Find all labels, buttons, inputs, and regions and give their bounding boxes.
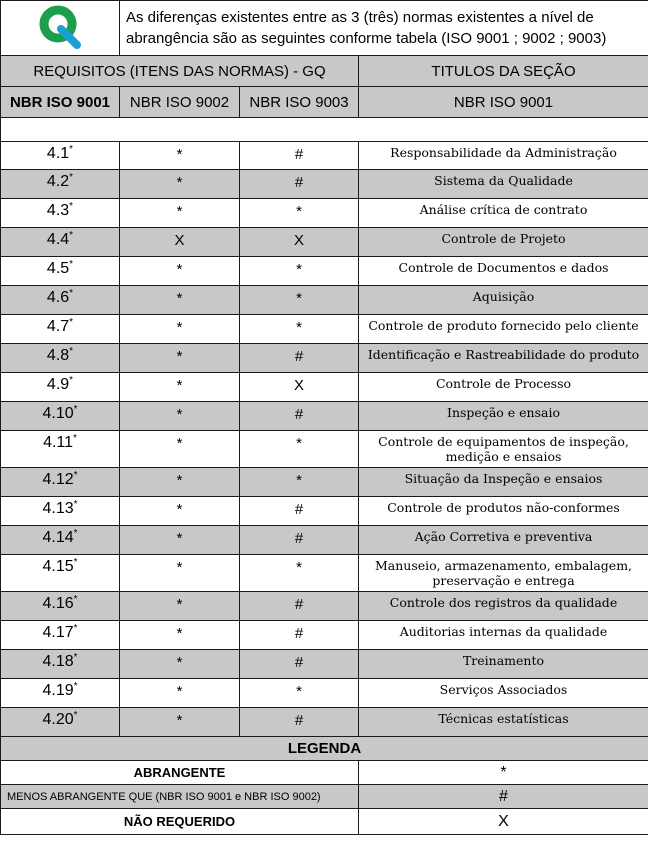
- section-title-cell: Situação da Inspeção e ensaios: [359, 468, 648, 497]
- iso-9003-cell: #: [240, 142, 359, 170]
- iso-9003-cell: #: [240, 592, 359, 621]
- item-number-mark: *: [69, 346, 74, 357]
- section-title-cell: Serviços Associados: [359, 679, 648, 708]
- item-number-cell: [1, 592, 120, 621]
- iso-9003-cell: *: [240, 315, 359, 344]
- item-number-mark: *: [73, 681, 78, 692]
- item-number: 4.2: [46, 173, 70, 190]
- section-title-cell: Sistema da Qualidade: [359, 170, 648, 199]
- table-row: [1, 257, 648, 286]
- legend-row: [1, 785, 648, 809]
- iso-9003-cell: X: [240, 228, 359, 257]
- iso-9003-cell: X: [240, 373, 359, 402]
- item-number: 4.1: [46, 145, 70, 162]
- q-logo-icon: [37, 3, 83, 49]
- iso-9003-cell: *: [240, 468, 359, 497]
- table-row: [1, 373, 648, 402]
- item-number-mark: *: [73, 623, 78, 634]
- section-title-cell: Controle de produto fornecido pelo cliente: [359, 315, 648, 344]
- table-row: [1, 650, 648, 679]
- iso-9002-cell: *: [120, 170, 240, 199]
- table-row: [1, 344, 648, 373]
- item-number: 4.3: [46, 202, 70, 219]
- table-row: [1, 286, 648, 315]
- item-number-mark: *: [69, 172, 74, 183]
- item-number-cell: [1, 373, 120, 402]
- item-number-cell: [1, 170, 120, 199]
- item-number: 4.18: [42, 653, 74, 670]
- iso-9003-cell: #: [240, 170, 359, 199]
- iso-9003-cell: #: [240, 621, 359, 650]
- section-title-cell: Técnicas estatísticas: [359, 708, 648, 737]
- col-titulos-nbr-iso-9001: NBR ISO 9001: [359, 87, 648, 118]
- item-number-mark: *: [73, 557, 78, 568]
- iso-9002-cell: *: [120, 373, 240, 402]
- legend-title: LEGENDA: [1, 737, 648, 761]
- iso-9003-cell: *: [240, 257, 359, 286]
- section-title-cell: Controle de Processo: [359, 373, 648, 402]
- iso-9002-cell: *: [120, 286, 240, 315]
- col-nbr-iso-9002: NBR ISO 9002: [120, 87, 240, 118]
- item-number-mark: *: [69, 288, 74, 299]
- table-row: [1, 621, 648, 650]
- legend-label: MENOS ABRANGENTE QUE (NBR ISO 9001 e NBR ISO 9002): [1, 785, 359, 809]
- item-number-cell: [1, 679, 120, 708]
- item-number: 4.12: [42, 471, 74, 488]
- item-number-mark: *: [69, 317, 74, 328]
- item-number-mark: *: [73, 433, 77, 444]
- iso-9002-cell: *: [120, 468, 240, 497]
- item-number-cell: [1, 468, 120, 497]
- section-title-cell: Controle de Documentos e dados: [359, 257, 648, 286]
- table-row: [1, 402, 648, 431]
- iso-9002-cell: *: [120, 402, 240, 431]
- section-title-cell: Inspeção e ensaio: [359, 402, 648, 431]
- iso-9002-cell: *: [120, 497, 240, 526]
- item-number: 4.9: [46, 376, 70, 393]
- iso-9002-cell: *: [120, 592, 240, 621]
- item-number: 4.4: [46, 231, 70, 248]
- iso-9003-cell: #: [240, 708, 359, 737]
- table-row: [1, 468, 648, 497]
- table-row: [1, 431, 648, 468]
- iso-9003-cell: #: [240, 526, 359, 555]
- table-row: [1, 228, 648, 257]
- section-title-cell: Controle de equipamentos de inspeção, medição e ensaios: [359, 431, 648, 468]
- table-row: [1, 679, 648, 708]
- item-number: 4.5: [46, 260, 70, 277]
- header-row-1: [1, 56, 648, 87]
- section-title-cell: Treinamento: [359, 650, 648, 679]
- section-title-cell: Auditorias internas da qualidade: [359, 621, 648, 650]
- item-number-mark: *: [73, 652, 78, 663]
- section-title-cell: Manuseio, armazenamento, embalagem, preservação e entrega: [359, 555, 648, 592]
- item-number: 4.15: [42, 558, 74, 575]
- iso-9002-cell: *: [120, 315, 240, 344]
- iso-9002-cell: *: [120, 621, 240, 650]
- item-number-mark: *: [73, 594, 78, 605]
- section-title-cell: Identificação e Rastreabilidade do produto: [359, 344, 648, 373]
- item-number: 4.10: [42, 405, 74, 422]
- item-number: 4.16: [42, 595, 74, 612]
- item-number-cell: [1, 199, 120, 228]
- item-number-cell: [1, 431, 120, 468]
- table-row: [1, 708, 648, 737]
- iso-9003-cell: *: [240, 199, 359, 228]
- item-number: 4.6: [46, 289, 70, 306]
- header-row-2: [1, 87, 648, 118]
- item-number-mark: *: [69, 144, 74, 155]
- item-number-mark: *: [73, 528, 78, 539]
- legend-title-row: [1, 737, 648, 761]
- item-number-mark: *: [73, 470, 78, 481]
- legend-symbol: *: [359, 761, 648, 785]
- col-nbr-iso-9003: NBR ISO 9003: [240, 87, 359, 118]
- titulos-header: TITULOS DA SEÇÃO: [359, 56, 648, 87]
- legend-label: ABRANGENTE: [1, 761, 359, 785]
- iso-9003-cell: #: [240, 402, 359, 431]
- item-number: 4.11: [43, 434, 74, 451]
- iso-9003-cell: *: [240, 431, 359, 468]
- item-number-mark: *: [69, 259, 74, 270]
- item-number-cell: [1, 286, 120, 315]
- iso-9002-cell: *: [120, 526, 240, 555]
- item-number-cell: [1, 228, 120, 257]
- iso-9002-cell: *: [120, 555, 240, 592]
- item-number: 4.19: [42, 682, 74, 699]
- table-row: [1, 592, 648, 621]
- iso-9003-cell: *: [240, 679, 359, 708]
- table-row: [1, 526, 648, 555]
- logo-cell: [1, 1, 120, 56]
- item-number-mark: *: [73, 710, 78, 721]
- item-number-cell: [1, 344, 120, 373]
- legend-symbol: X: [359, 809, 648, 835]
- table-row: [1, 199, 648, 228]
- section-title-cell: Análise crítica de contrato: [359, 199, 648, 228]
- item-number-cell: [1, 402, 120, 431]
- table-row: [1, 315, 648, 344]
- legend-symbol: #: [359, 785, 648, 809]
- table-row: [1, 497, 648, 526]
- item-number-cell: [1, 555, 120, 592]
- table-row: [1, 170, 648, 199]
- spacer-cell: [1, 118, 648, 142]
- item-number: 4.13: [42, 500, 74, 517]
- legend-row: [1, 809, 648, 835]
- item-number: 4.8: [46, 347, 70, 364]
- section-title-cell: Aquisição: [359, 286, 648, 315]
- iso-9002-cell: *: [120, 431, 240, 468]
- item-number-cell: [1, 621, 120, 650]
- intro-text: As diferenças existentes entre as 3 (três) normas existentes a nível de abrangência são as seguintes conforme tabela (ISO 9001 ; 9002 ; 9003): [120, 1, 648, 56]
- spacer-row: [1, 118, 648, 142]
- iso-9002-cell: X: [120, 228, 240, 257]
- iso-9002-cell: *: [120, 199, 240, 228]
- item-number-cell: [1, 526, 120, 555]
- section-title-cell: Controle de produtos não-conformes: [359, 497, 648, 526]
- iso-9003-cell: #: [240, 344, 359, 373]
- iso-9002-cell: *: [120, 344, 240, 373]
- requisitos-header: REQUISITOS (ITENS DAS NORMAS) - GQ: [1, 56, 359, 87]
- iso-9002-cell: *: [120, 679, 240, 708]
- item-number-mark: *: [73, 404, 78, 415]
- legend-label: NÃO REQUERIDO: [1, 809, 359, 835]
- item-number-mark: *: [69, 375, 74, 386]
- iso-9003-cell: #: [240, 497, 359, 526]
- item-number: 4.20: [42, 711, 74, 728]
- iso-9002-cell: *: [120, 257, 240, 286]
- iso-9002-cell: *: [120, 708, 240, 737]
- section-title-cell: Controle de Projeto: [359, 228, 648, 257]
- section-title-cell: Ação Corretiva e preventiva: [359, 526, 648, 555]
- item-number-cell: [1, 257, 120, 286]
- item-number-cell: [1, 497, 120, 526]
- iso-9003-cell: #: [240, 650, 359, 679]
- item-number-cell: [1, 650, 120, 679]
- iso-9003-cell: *: [240, 555, 359, 592]
- section-title-cell: Responsabilidade da Administração: [359, 142, 648, 170]
- item-number-mark: *: [69, 230, 74, 241]
- iso-9002-cell: *: [120, 142, 240, 170]
- col-nbr-iso-9001: NBR ISO 9001: [1, 87, 120, 118]
- table-row: [1, 142, 648, 170]
- item-number-mark: *: [69, 201, 74, 212]
- item-number: 4.7: [46, 318, 70, 335]
- section-title-cell: Controle dos registros da qualidade: [359, 592, 648, 621]
- iso-9003-cell: *: [240, 286, 359, 315]
- iso-9002-cell: *: [120, 650, 240, 679]
- table-row: [1, 555, 648, 592]
- intro-row: [1, 1, 648, 56]
- item-number: 4.14: [42, 529, 74, 546]
- item-number-cell: [1, 142, 120, 170]
- item-number: 4.17: [42, 624, 74, 641]
- item-number-cell: [1, 315, 120, 344]
- legend-row: [1, 761, 648, 785]
- item-number-cell: [1, 708, 120, 737]
- item-number-mark: *: [73, 499, 78, 510]
